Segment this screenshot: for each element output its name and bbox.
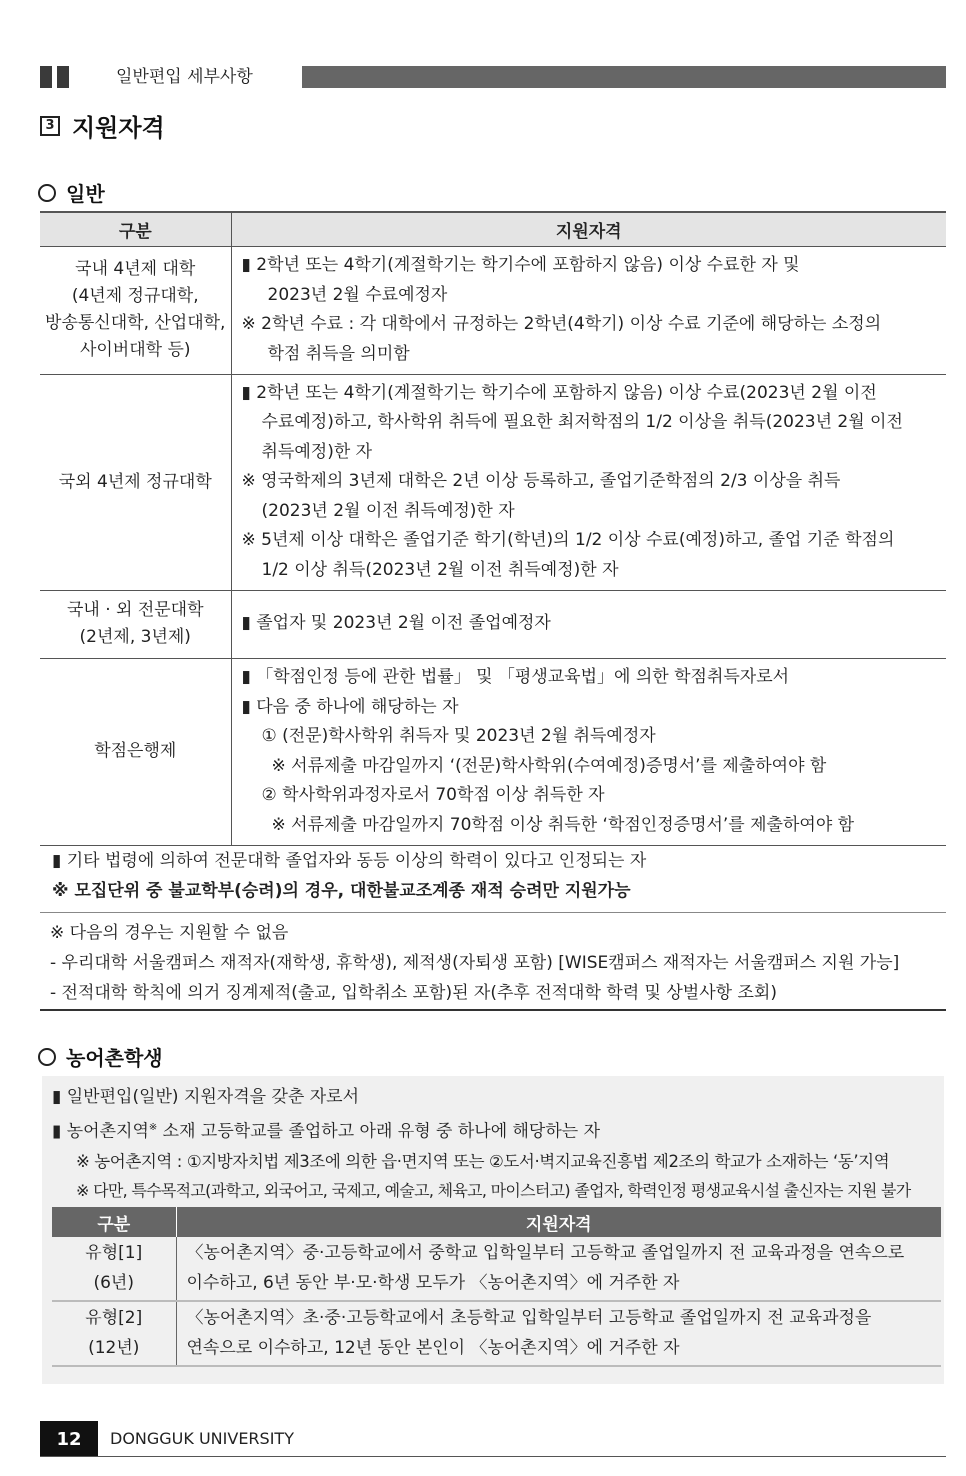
eligibility-cell: ▮ 「학점인정 등에 관한 법률」 및 「평생교육법」에 의한 학점취득자로서 ▮ 다음 중 하나에 해당하는 자 ① (전문)학사학위 취득자 및 2023년 2월 취득예정자 ※ 서류제출 마감일까지 ‘(전문)학사학위(수여예정)증명서’를 제출하여야 함 ② 학사학위과정자로서 70학점 이상 취득한 자 ※ 서류제출 마감일까지 70학점 이상 취득한 ‘학점인정증명서’를 제출하여야 함 [231, 658, 946, 845]
general-notes [40, 846, 946, 906]
section-number: 3 [40, 116, 60, 136]
section-title-text: 지원자격 [72, 114, 165, 142]
table-row [40, 246, 946, 374]
column-header: 구분 [40, 212, 231, 246]
section-title [40, 108, 165, 143]
divider [40, 1009, 946, 1011]
page-footer [40, 1421, 946, 1457]
table-row [40, 374, 946, 590]
subsection-rural-title [38, 1042, 163, 1071]
header-bar [40, 66, 946, 88]
rural-line: ※ 다만, 특수목적고(과학고, 외국어고, 국제고, 예술고, 체육고, 마이스터고) 졸업자, 학력인정 평생교육시설 출신자는 지원 불가 [76, 1181, 911, 1201]
divider [40, 912, 946, 914]
category-cell: 유형[1] (6년) [52, 1237, 176, 1301]
header-block [57, 66, 69, 88]
table-header-row [40, 212, 946, 246]
rural-eligibility-table [52, 1207, 941, 1367]
note-other-laws: ▮ 기타 법령에 의하여 전문대학 졸업자와 동등 이상의 학력이 있다고 인정되는 자 [52, 851, 647, 871]
rural-line: ▮ 일반편입(일반) 지원자격을 갖춘 자로서 [52, 1087, 359, 1107]
university-name: DONGGUK UNIVERSITY [110, 1429, 294, 1448]
category-cell: 유형[2] (12년) [52, 1301, 176, 1366]
header-block [40, 66, 52, 88]
exclusion-notes: ※ 다음의 경우는 지원할 수 없음 - 우리대학 서울캠퍼스 재적자(재학생, 휴학생), 제적생(자퇴생 포함) [WISE캠퍼스 재적자는 서울캠퍼스 지원 가능] - 전적대학 학칙에 의거 징계제적(출교, 입학취소 포함)된 자(추후 전적대학 학력 및 상벌사항 조회) [50, 923, 900, 1003]
circle-icon [38, 184, 56, 202]
subsection-general-title [38, 178, 105, 207]
note-buddhism: ※ 모집단위 중 불교학부(승려)의 경우, 대한불교조계종 재적 승려만 지원가능 [52, 881, 631, 901]
category-cell: 학점은행제 [40, 658, 231, 845]
rural-line: ※ 농어촌지역 : ①지방자치법 제3조에 의한 읍·면지역 또는 ②도서·벽지교육진흥법 제2조의 학교가 소재하는 ‘동’지역 [76, 1151, 890, 1171]
header-fill [302, 66, 946, 88]
subsection-title-text: 일반 [66, 182, 105, 206]
eligibility-cell: ▮ 2학년 또는 4학기(계절학기는 학기수에 포함하지 않음) 이상 수료한 자 및 2023년 2월 수료예정자 ※ 2학년 수료 : 각 대학에서 규정하는 2학년(4학기) 이상 수료 기준에 해당하는 소정의 학점 취득을 의미함 [231, 246, 946, 374]
page-number: 12 [40, 1421, 98, 1457]
header-section-label: 일반편입 세부사항 [116, 67, 253, 87]
footer-line [40, 1456, 946, 1457]
category-cell: 국내 4년제 대학 (4년제 정규대학, 방송통신대학, 산업대학, 사이버대학 등) [40, 246, 231, 374]
column-header: 구분 [52, 1207, 176, 1237]
rural-box [42, 1076, 944, 1384]
table-row [52, 1237, 941, 1301]
subsection-title-text: 농어촌학생 [66, 1046, 163, 1070]
category-cell: 국외 4년제 정규대학 [40, 374, 231, 590]
column-header: 지원자격 [176, 1207, 941, 1237]
table-row [40, 590, 946, 658]
general-eligibility-table [40, 211, 946, 846]
rural-line: ▮ 농어촌지역※ 소재 고등학교를 졸업하고 아래 유형 중 하나에 해당하는 자 [52, 1121, 601, 1142]
eligibility-cell: 〈농어촌지역〉중·고등학교에서 중학교 입학일부터 고등학교 졸업일까지 전 교육과정을 연속으로 이수하고, 6년 동안 부·모·학생 모두가 〈농어촌지역〉에 거주한 자 [176, 1237, 941, 1301]
table-row [52, 1301, 941, 1366]
column-header: 지원자격 [231, 212, 946, 246]
eligibility-cell: ▮ 졸업자 및 2023년 2월 이전 졸업예정자 [231, 590, 946, 658]
table-row [40, 658, 946, 845]
eligibility-cell: 〈농어촌지역〉초·중·고등학교에서 초등학교 입학일부터 고등학교 졸업일까지 전 교육과정을 연속으로 이수하고, 12년 동안 본인이 〈농어촌지역〉에 거주한 자 [176, 1301, 941, 1366]
eligibility-cell: ▮ 2학년 또는 4학기(계절학기는 학기수에 포함하지 않음) 이상 수료(2023년 2월 이전 수료예정)하고, 학사학위 취득에 필요한 최저학점의 1/2 이상을 취득(2023년 2월 이전 취득예정)한 자 ※ 영국학제의 3년제 대학은 2년 이상 등록하고, 졸업기준학점의 2/3 이상을 취득 (2023년 2월 이전 취득예정)한 자 ※ 5년제 이상 대학은 졸업기준 학기(학년)의 1/2 이상 수료(예정)하고, 졸업 기준 학점의 1/2 이상 취득(2023년 2월 이전 취득예정)한 자 [231, 374, 946, 590]
table-header-row [52, 1207, 941, 1237]
category-cell: 국내 · 외 전문대학 (2년제, 3년제) [40, 590, 231, 658]
circle-icon [38, 1048, 56, 1066]
